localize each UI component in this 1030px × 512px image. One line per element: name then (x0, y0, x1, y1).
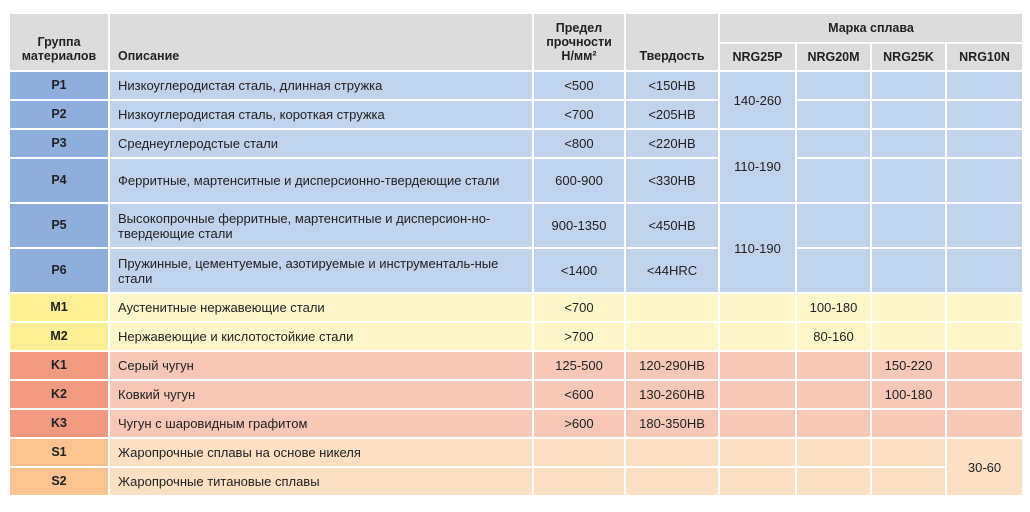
table-row (9, 248, 1023, 293)
header-alloy-grade: Марка сплава (719, 13, 1023, 43)
strength-cell: <800 (533, 129, 625, 158)
description-cell: Ковкий чугун (109, 380, 533, 409)
strength-cell: >700 (533, 322, 625, 351)
grade-cell-empty (796, 438, 871, 467)
grade-cell-empty (719, 467, 796, 496)
grade-cell-empty (946, 322, 1023, 351)
header-grade-nrg10n: NRG10N (946, 43, 1023, 71)
grade-cell-empty (946, 248, 1023, 293)
grade-cell-nrg25p: 110-190 (719, 129, 796, 203)
table-row (9, 467, 1023, 496)
table-row (9, 322, 1023, 351)
description-cell: Чугун с шаровидным графитом (109, 409, 533, 438)
grade-cell-empty (719, 322, 796, 351)
grade-cell-empty (796, 467, 871, 496)
header-grade-nrg25p: NRG25P (719, 43, 796, 71)
grade-cell-empty (796, 100, 871, 129)
hardness-cell: <220HB (625, 129, 719, 158)
strength-cell: <1400 (533, 248, 625, 293)
header-hardness: Твердость (625, 13, 719, 71)
hardness-cell: <330HB (625, 158, 719, 203)
table-row (9, 100, 1023, 129)
strength-cell: 125-500 (533, 351, 625, 380)
grade-cell-nrg25p: 140-260 (719, 71, 796, 129)
description-cell: Низкоуглеродистая сталь, короткая стружка (109, 100, 533, 129)
grade-cell-empty (719, 438, 796, 467)
header-description: Описание (109, 13, 533, 71)
grade-cell-empty (871, 467, 946, 496)
grade-cell-empty (871, 248, 946, 293)
strength-cell: <700 (533, 293, 625, 322)
description-cell: Нержавеющие и кислотостойкие стали (109, 322, 533, 351)
grade-cell-empty (946, 203, 1023, 248)
grade-cell-empty (871, 293, 946, 322)
hardness-cell: 180-350HB (625, 409, 719, 438)
grade-cell-nrg20m: 80-160 (796, 322, 871, 351)
grade-cell-empty (719, 293, 796, 322)
hardness-cell: <450HB (625, 203, 719, 248)
grade-cell-empty (871, 322, 946, 351)
hardness-cell (625, 293, 719, 322)
header-strength: Предел прочности Н/мм² (533, 13, 625, 71)
grade-cell-empty (946, 293, 1023, 322)
strength-cell: 600-900 (533, 158, 625, 203)
grade-cell-empty (796, 71, 871, 100)
description-cell: Низкоуглеродистая сталь, длинная стружка (109, 71, 533, 100)
grade-cell-empty (946, 380, 1023, 409)
strength-cell: >600 (533, 409, 625, 438)
grade-cell-empty (871, 438, 946, 467)
group-cell: S2 (9, 467, 109, 496)
strength-cell: <500 (533, 71, 625, 100)
grade-cell-nrg25k: 150-220 (871, 351, 946, 380)
group-cell: P1 (9, 71, 109, 100)
grade-cell-empty (796, 409, 871, 438)
group-cell: S1 (9, 438, 109, 467)
header-grade-nrg25k: NRG25K (871, 43, 946, 71)
group-cell: K1 (9, 351, 109, 380)
grade-cell-nrg10n: 30-60 (946, 438, 1023, 496)
header-group: Группа материалов (9, 13, 109, 71)
group-cell: M2 (9, 322, 109, 351)
grade-cell-empty (871, 409, 946, 438)
group-cell: K3 (9, 409, 109, 438)
hardness-cell: <150HB (625, 71, 719, 100)
grade-cell-empty (796, 248, 871, 293)
description-cell: Жаропрочные сплавы на основе никеля (109, 438, 533, 467)
hardness-cell (625, 467, 719, 496)
table-row (9, 409, 1023, 438)
strength-cell: <600 (533, 380, 625, 409)
group-cell: M1 (9, 293, 109, 322)
grade-cell-empty (871, 203, 946, 248)
strength-cell (533, 467, 625, 496)
grade-cell-empty (946, 409, 1023, 438)
grade-cell-empty (871, 100, 946, 129)
strength-cell (533, 438, 625, 467)
grade-cell-empty (796, 351, 871, 380)
grade-cell-empty (719, 351, 796, 380)
table-row (9, 71, 1023, 100)
grade-cell-empty (871, 71, 946, 100)
grade-cell-nrg25k: 100-180 (871, 380, 946, 409)
table-row (9, 129, 1023, 158)
grade-cell-nrg20m: 100-180 (796, 293, 871, 322)
description-cell: Жаропрочные титановые сплавы (109, 467, 533, 496)
grade-cell-empty (719, 380, 796, 409)
table-row (9, 351, 1023, 380)
description-cell: Среднеуглеродстые стали (109, 129, 533, 158)
table-row (9, 293, 1023, 322)
alloy-grade-table (8, 12, 1024, 497)
strength-cell: 900-1350 (533, 203, 625, 248)
strength-cell: <700 (533, 100, 625, 129)
group-cell: P2 (9, 100, 109, 129)
hardness-cell: <44HRC (625, 248, 719, 293)
grade-cell-empty (796, 129, 871, 158)
hardness-cell: 120-290HB (625, 351, 719, 380)
hardness-cell: <205HB (625, 100, 719, 129)
description-cell: Серый чугун (109, 351, 533, 380)
hardness-cell (625, 322, 719, 351)
group-cell: P4 (9, 158, 109, 203)
hardness-cell (625, 438, 719, 467)
hardness-cell: 130-260HB (625, 380, 719, 409)
grade-cell-empty (871, 129, 946, 158)
grade-cell-empty (946, 351, 1023, 380)
table-row (9, 438, 1023, 467)
grade-cell-empty (946, 158, 1023, 203)
description-cell: Аустенитные нержавеющие стали (109, 293, 533, 322)
grade-cell-empty (796, 158, 871, 203)
description-cell: Высокопрочные ферритные, мартенситные и дисперсион-но-твердеющие стали (109, 203, 533, 248)
grade-cell-empty (871, 158, 946, 203)
grade-cell-empty (946, 100, 1023, 129)
grade-cell-empty (796, 203, 871, 248)
grade-cell-empty (796, 380, 871, 409)
grade-cell-empty (946, 129, 1023, 158)
description-cell: Ферритные, мартенситные и дисперсионно-твердеющие стали (109, 158, 533, 203)
header-grade-nrg20m: NRG20M (796, 43, 871, 71)
table-row (9, 380, 1023, 409)
table-row (9, 203, 1023, 248)
grade-cell-empty (946, 71, 1023, 100)
group-cell: P5 (9, 203, 109, 248)
group-cell: P3 (9, 129, 109, 158)
group-cell: P6 (9, 248, 109, 293)
group-cell: K2 (9, 380, 109, 409)
grade-cell-empty (719, 409, 796, 438)
table-row (9, 158, 1023, 203)
grade-cell-nrg25p: 110-190 (719, 203, 796, 293)
description-cell: Пружинные, цементуемые, азотируемые и инструменталь-ные стали (109, 248, 533, 293)
